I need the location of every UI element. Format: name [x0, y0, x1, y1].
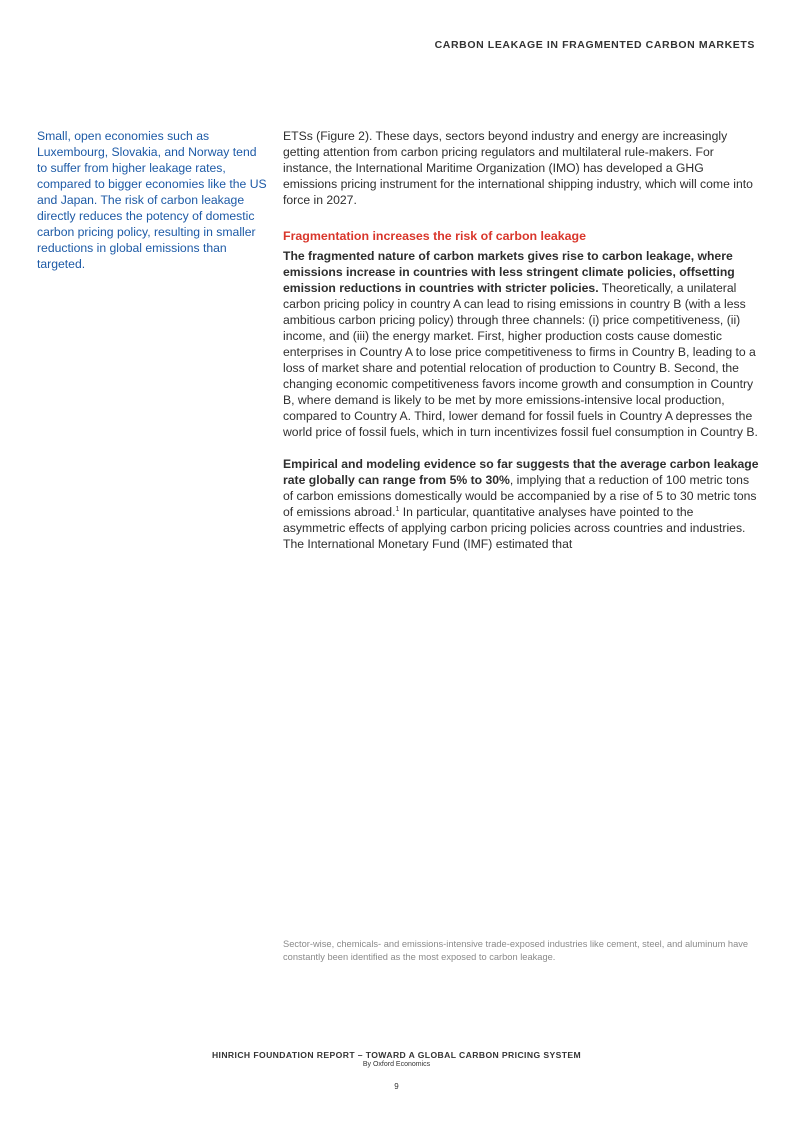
paragraph-2-text: , implying that a reduction of 100 metric tons of carbon emissions domestically would be accompanied by a rise of 5 to 30 metric tons of emissions abroad.	[283, 473, 757, 519]
page-number: 9	[394, 1082, 399, 1091]
paragraph-1-lead: The fragmented nature of carbon markets gives rise to carbon leakage, where emissions increase in countries with less stringent climate policies, offsetting emission reductions in countries with stricter policies.	[283, 249, 735, 295]
page-footer	[0, 1050, 793, 1091]
section-heading: Fragmentation increases the risk of carbon leakage	[283, 229, 586, 243]
footnote: Sector-wise, chemicals- and emissions-intensive trade-exposed industries like cement, steel, and aluminum have constantly been identified as the most exposed to carbon leakage.	[283, 939, 749, 962]
main-column	[283, 128, 759, 552]
footer-report-title: HINRICH FOUNDATION REPORT – TOWARD A GLOBAL CARBON PRICING SYSTEM	[211, 1050, 582, 1060]
sidebar-callout: Small, open economies such as Luxembourg, Slovakia, and Norway tend to suffer from higher leakage rates, compared to bigger economies like the US and Japan. The risk of carbon leakage directly reduces the potency of domestic carbon pricing policy, resulting in smaller reductions in global emissions than targeted.	[37, 129, 267, 271]
intro-paragraph: ETSs (Figure 2). These days, sectors beyond industry and energy are increasingly getting attention from carbon pricing regulators and multilateral rule-makers. For instance, the International Maritime Organization (IMO) has developed a GHG emissions pricing instrument for the international shipping industry, which will come into force in 2027.	[283, 129, 753, 207]
paragraph-1-text: Theoretically, a unilateral carbon pricing policy in country A can lead to rising emissions in country B (with a less ambitious carbon pricing policy) through three channels: (i) price competitiveness, (ii) income, and (iii) the energy market. First, higher production costs cause domestic enterprises in Country A to lose price competitiveness to firms in Country B, leading to a loss of market share and potential relocation of production to Country B. Second, the changing economic competitiveness favors income growth and consumption in Country B, where demand is likely to be met by more emissions-intensive local production, compared to Country A. Third, lower demand for fossil fuels in Country A depresses the world price of fossil fuels, which in turn incentivizes fossil fuel consumption in Country B.	[283, 281, 758, 439]
paragraph-2-text-cont: In particular, quantitative analyses have pointed to the asymmetric effects of applying carbon pricing policies across countries and industries. The International Monetary Fund (IMF) estimated that	[283, 505, 746, 551]
footer-byline: By Oxford Economics	[362, 1061, 431, 1068]
running-header: CARBON LEAKAGE IN FRAGMENTED CARBON MARKETS	[434, 39, 755, 51]
footnote-ref[interactable]: 1	[395, 505, 400, 513]
paragraph-2-lead: Empirical and modeling evidence so far suggests that the average carbon leakage rate globally can range from 5% to 30%	[283, 457, 759, 487]
body-paragraph-1	[283, 248, 759, 440]
body-paragraph-2	[283, 456, 759, 552]
